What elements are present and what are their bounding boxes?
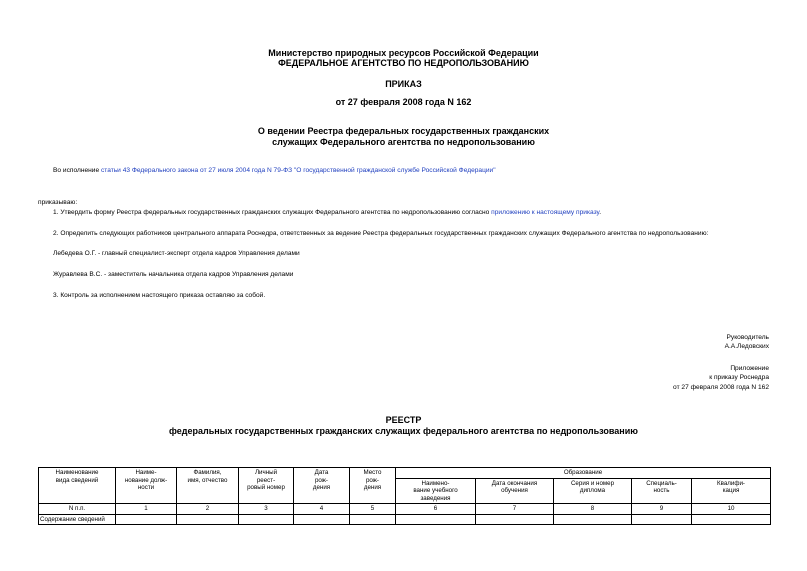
header-education: Образование	[396, 468, 771, 479]
header-edu-qual-2: кация	[722, 487, 740, 494]
num-cell: 5	[350, 504, 396, 515]
header-reg-3: ровый номер	[247, 484, 285, 491]
content-row-label: Содержание сведений	[39, 514, 116, 525]
header-position-1: Наиме-	[135, 469, 157, 476]
header-edu-inst-1: Наимено-	[421, 479, 450, 487]
content-cell	[177, 514, 239, 525]
header-reg-number	[239, 468, 294, 504]
agency-name: ФЕДЕРАЛЬНОЕ АГЕНТСТВО ПО НЕДРОПОЛЬЗОВАНИЮ	[278, 58, 529, 68]
header-position-3: ности	[137, 484, 155, 491]
num-cell: 10	[692, 504, 771, 515]
item-3: 3. Контроль за исполнением настоящего приказа оставляю за собой.	[53, 292, 266, 299]
content-cell	[350, 514, 396, 525]
table-header-row-1	[39, 468, 771, 479]
num-cell: N п.п.	[39, 504, 116, 515]
header-birthplace-2: рож-	[365, 476, 379, 484]
table-number-row	[39, 504, 771, 515]
document-type: ПРИКАЗ	[385, 79, 422, 89]
item-1-end: .	[599, 209, 602, 216]
header-edu-qual-1: Квалифи-	[717, 479, 745, 487]
num-cell: 2	[177, 504, 239, 515]
document-subject-line-1: О ведении Реестра федеральных государственных гражданских	[257, 126, 550, 136]
header-position-2: нование долж-	[124, 476, 168, 484]
num-cell: 7	[476, 504, 554, 515]
header-birthdate-1: Дата	[314, 469, 329, 476]
header-edu-end-2: обучения	[501, 487, 528, 494]
order-word: приказываю:	[38, 199, 78, 206]
appendix-label: Приложение	[730, 365, 769, 372]
header-edu-inst-2: вание учебного	[413, 487, 458, 494]
content-cell	[476, 514, 554, 525]
preamble-prefix: Во исполнение	[53, 167, 101, 174]
header-birthplace	[350, 468, 396, 504]
num-cell: 1	[116, 504, 177, 515]
header-kind-2: вида сведений	[55, 476, 99, 484]
registry-table	[38, 467, 771, 525]
law-article-link[interactable]: статьи 43 Федерального закона от 27 июля 2004 года N 79-ФЗ "О государственной гражданской службе Российской Федерации"	[100, 167, 496, 174]
header-edu-diploma-1: Серия и номер	[570, 479, 615, 487]
content-cell	[554, 514, 632, 525]
responsible-person-2: Журавлева В.С. - заместитель начальника отдела кадров Управления делами	[53, 271, 294, 278]
num-cell: 4	[294, 504, 350, 515]
appendix-date: от 27 февраля 2008 года N 162	[673, 384, 769, 391]
preamble	[53, 167, 496, 175]
appendix-link[interactable]: приложению к настоящему приказу	[491, 209, 600, 216]
header-reg-1: Личный	[254, 469, 278, 476]
item-2: 2. Определить следующих работников центрального аппарата Роснедра, ответственных за ведение Реестра федеральных государственных гражданских служащих Федерального агентства по недропользованию:	[53, 230, 709, 237]
header-edu-spec-2: ность	[653, 487, 670, 494]
header-edu-inst-3: заведения	[420, 494, 451, 502]
header-edu-spec-1: Специаль-	[646, 479, 677, 487]
header-edu-institution	[396, 478, 476, 504]
document-date-number: от 27 февраля 2008 года N 162	[335, 97, 472, 107]
signature-name: А.А.Ледовских	[724, 343, 769, 350]
header-birthdate-3: дения	[312, 484, 331, 491]
num-cell: 8	[554, 504, 632, 515]
signature-title: Руководитель	[726, 334, 769, 341]
header-kind-1: Наименование	[55, 469, 99, 476]
header-edu-end-date	[476, 478, 554, 504]
header-position	[116, 468, 177, 504]
header-fio-2: имя, отчество	[187, 476, 228, 484]
document-subject-line-2: служащих Федерального агентства по недропользованию	[272, 137, 535, 147]
header-edu-diploma-2: диплома	[579, 487, 606, 494]
responsible-person-1: Лебедева О.Г. - главный специалист-эксперт отдела кадров Управления делами	[53, 250, 300, 257]
registry-subtitle: федеральных государственных гражданских служащих федерального агентства по недропользованию	[169, 426, 638, 436]
header-birthdate-2: рож-	[314, 476, 328, 484]
num-cell: 6	[396, 504, 476, 515]
registry-title: РЕЕСТР	[385, 415, 422, 425]
content-cell	[294, 514, 350, 525]
num-cell: 9	[632, 504, 692, 515]
header-birthdate	[294, 468, 350, 504]
header-edu-diploma	[554, 478, 632, 504]
header-fio-1: Фамилия,	[193, 469, 222, 476]
header-birthplace-3: дения	[363, 484, 382, 491]
header-reg-2: реест-	[256, 476, 276, 484]
num-cell: 3	[239, 504, 294, 515]
header-fio	[177, 468, 239, 504]
item-1	[53, 209, 601, 217]
ministry-name: Министерство природных ресурсов Российской Федерации	[268, 48, 539, 58]
header-edu-specialty	[632, 478, 692, 504]
header-birthplace-1: Место	[363, 469, 382, 476]
header-kind	[39, 468, 116, 504]
header-edu-qualification	[692, 478, 771, 504]
item-1-text: 1. Утвердить форму Реестра федеральных государственных гражданских служащих Федерального агентства по недропользованию согласно	[53, 209, 492, 216]
header-edu-end-1: Дата окончания	[491, 479, 538, 487]
content-cell	[632, 514, 692, 525]
content-cell	[692, 514, 771, 525]
content-cell	[116, 514, 177, 525]
appendix-reference: к приказу Роснедра	[709, 374, 769, 381]
content-cell	[239, 514, 294, 525]
table-content-row	[39, 514, 771, 525]
content-cell	[396, 514, 476, 525]
